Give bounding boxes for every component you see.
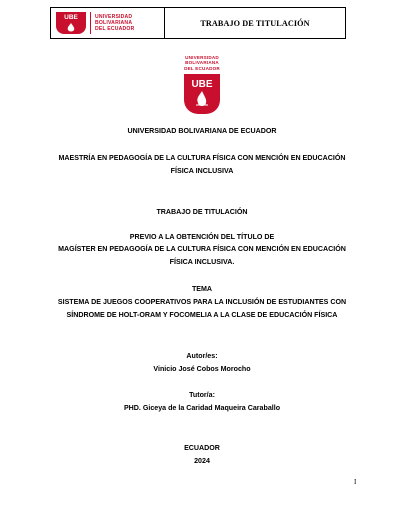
tutor-label: Tutor/a: xyxy=(189,391,215,399)
work-type: TRABAJO DE TITULACIÓN xyxy=(156,208,248,216)
header-table xyxy=(50,7,346,39)
flame-icon xyxy=(65,23,77,32)
header-title: TRABAJO DE TITULACIÓN xyxy=(200,18,310,28)
program-line-2: FÍSICA INCLUSIVA xyxy=(170,167,234,175)
degree-line-1: MAGÍSTER EN PEDAGOGÍA DE LA CULTURA FÍSICA CON MENCIÓN EN EDUCACIÓN xyxy=(58,245,346,253)
flame-icon xyxy=(193,91,211,109)
center-logo xyxy=(170,55,234,114)
center-logo-text: UNIVERSIDAD BOLIVARIANA DEL ECUADOR xyxy=(184,55,220,71)
topic-label: TEMA xyxy=(191,285,213,293)
university-name: UNIVERSIDAD BOLIVARIANA DE ECUADOR xyxy=(127,127,277,135)
country: ECUADOR xyxy=(184,444,220,452)
year: 2024 xyxy=(194,457,210,465)
tutor-name: PHD. Giceya de la Caridad Maqueira Caraballo xyxy=(123,404,281,412)
header-logo xyxy=(51,8,165,38)
header-logo-abbrev: UBE xyxy=(64,14,78,21)
logo-divider xyxy=(90,12,91,34)
ube-badge-icon xyxy=(56,12,86,34)
author-name: Vinicio José Cobos Morocho xyxy=(153,365,251,373)
center-logo-abbrev: UBE xyxy=(191,79,213,91)
degree-intro: PREVIO A LA OBTENCIÓN DEL TÍTULO DE xyxy=(129,233,275,241)
degree-line-2: FÍSICA INCLUSIVA. xyxy=(169,258,235,266)
ube-shield-icon xyxy=(184,74,220,114)
program-line-1: MAESTRÍA EN PEDAGOGÍA DE LA CULTURA FÍSICA CON MENCIÓN EN EDUCACIÓN xyxy=(58,154,346,162)
topic-line-1: SISTEMA DE JUEGOS COOPERATIVOS PARA LA INCLUSIÓN DE ESTUDIANTES CON xyxy=(57,298,347,306)
topic-line-2: SÍNDROME DE HOLT-ORAM Y FOCOMELIA A LA CLASE DE EDUCACIÓN FÍSICA xyxy=(66,311,338,319)
author-label: Autor/es: xyxy=(186,352,218,360)
page-number: I xyxy=(354,478,357,486)
header-logo-text: UNIVERSIDAD BOLIVARIANA DEL ECUADOR xyxy=(95,14,135,32)
